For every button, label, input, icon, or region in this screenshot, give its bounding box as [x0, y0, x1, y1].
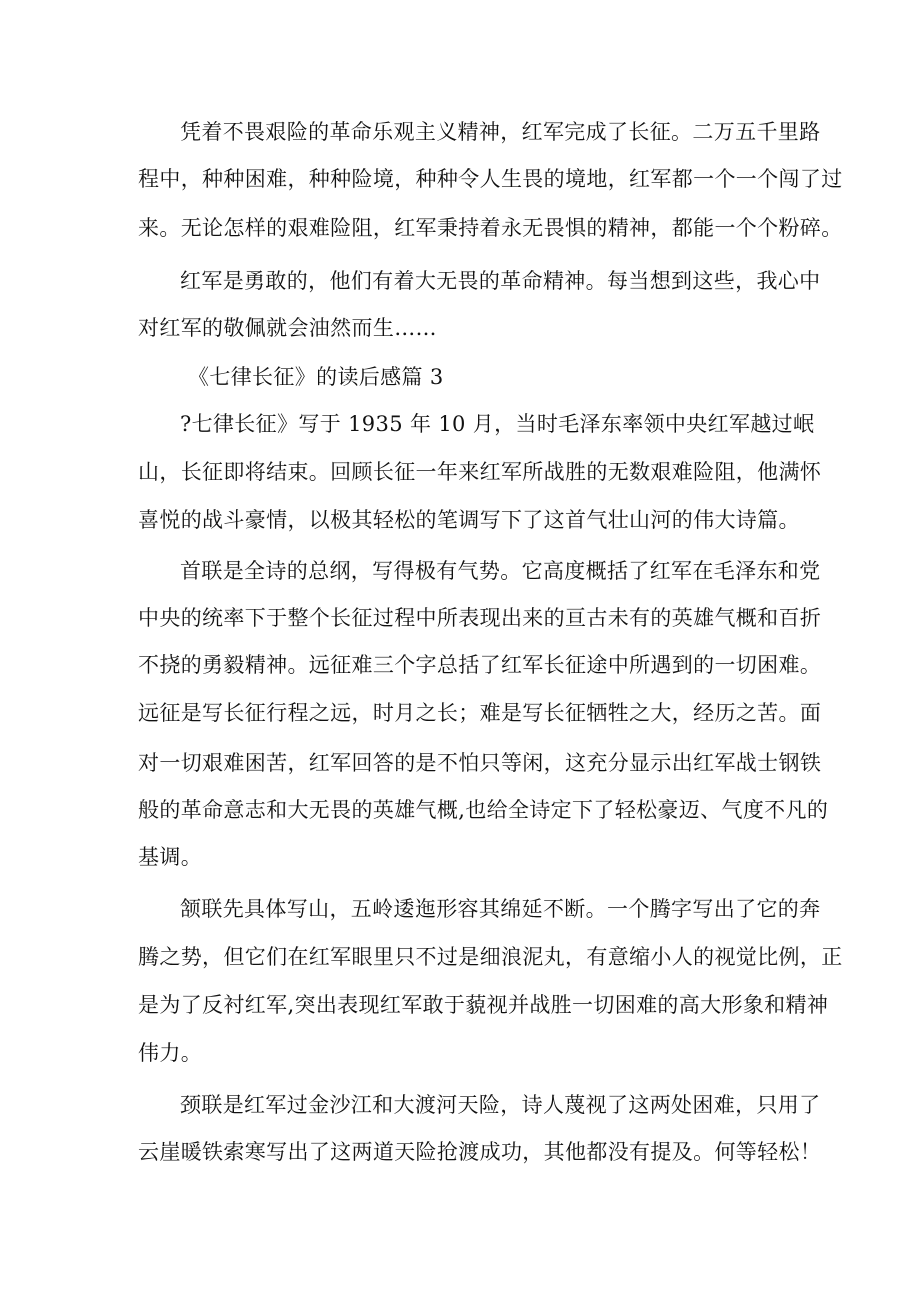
- text-line: 凭着不畏艰险的革命乐观主义精神，红军完成了长征。二万五千里路: [180, 120, 821, 144]
- section-heading: 《七律长征》的读后感篇 3: [188, 365, 444, 389]
- text-line: 喜悦的战斗豪情，以极其轻松的笔调写下了这首气壮山河的伟大诗篇。: [138, 508, 800, 532]
- text-line: 腾之势，但它们在红军眼里只不过是细浪泥丸，有意缩小人的视觉比例，正: [138, 945, 843, 969]
- text-line: 不挠的勇毅精神。远征难三个字总括了红军长征途中所遇到的一切困难。: [138, 653, 822, 677]
- text-line: 基调。: [138, 845, 203, 869]
- text-line: 伟力。: [138, 1041, 203, 1065]
- text-line: 程中，种种困难，种种险境，种种令人生畏的境地，红军都一个一个闯了过: [138, 167, 843, 191]
- text-line: 颈联是红军过金沙江和大渡河天险，诗人蔑视了这两处困难，只用了: [180, 1093, 821, 1117]
- text-line: ?七律长征》写于 1935 年 10 月，当时毛泽东率领中央红军越过岷: [180, 412, 815, 436]
- text-line: 中央的统率下于整个长征过程中所表现出来的亘古未有的英雄气概和百折: [138, 606, 822, 630]
- text-line: 对红军的敬佩就会油然而生……: [138, 316, 437, 340]
- text-line: 云崖暖铁索寒写出了这两道天险抢渡成功，其他都没有提及。何等轻松！: [138, 1140, 822, 1164]
- text-line: 般的革命意志和大无畏的英雄气概,也给全诗定下了轻松豪迈、气度不凡的: [138, 798, 829, 822]
- text-line: 首联是全诗的总纲，写得极有气势。它高度概括了红军在毛泽东和党: [180, 559, 821, 583]
- text-line: 是为了反衬红军,突出表现红军敢于藐视并战胜一切困难的高大形象和精神: [138, 993, 829, 1017]
- text-line: 来。无论怎样的艰难险阻，红军秉持着永无畏惧的精神，都能一个个粉碎。: [138, 216, 843, 240]
- text-line: 远征是写长征行程之远，时月之长；难是写长征牺牲之大，经历之苦。面: [138, 701, 822, 725]
- text-line: 山，长征即将结束。回顾长征一年来红军所战胜的无数艰难险阻，他满怀: [138, 460, 822, 484]
- text-line: 红军是勇敢的，他们有着大无畏的革命精神。每当想到这些，我心中: [180, 269, 821, 293]
- text-line: 对一切艰难困苦，红军回答的是不怕只等闲，这充分显示出红军战士钢铁: [138, 751, 822, 775]
- text-line: 颔联先具体写山，五岭逶迤形容其绵延不断。一个腾字写出了它的奔: [180, 897, 821, 921]
